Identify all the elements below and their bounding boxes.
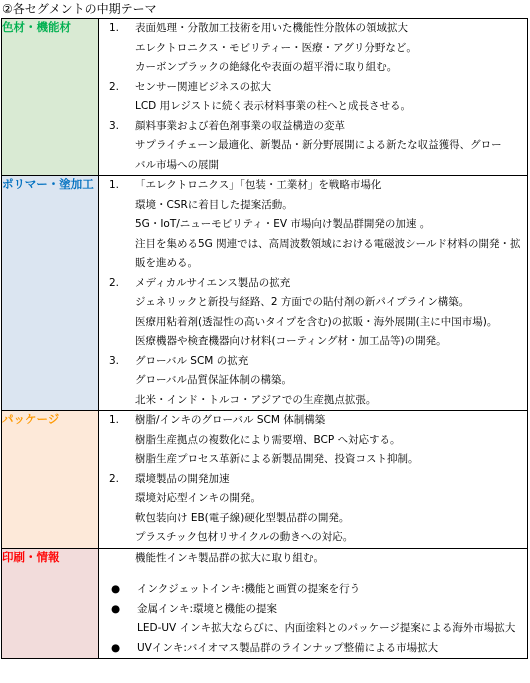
item-detail: プラスチック包材リサイクルの動きへの対応。 — [135, 531, 354, 543]
item-detail: LCD 用レジストに続く表示材料事業の柱へと成長させる。 — [135, 100, 412, 112]
item-detail: ジェネリックと新投与経路、2 方面での貼付剤の新パイプライン構築。 — [135, 296, 470, 308]
bullet-text: LED-UV インキ拡大ならびに、内面塗料とのパッケージ提案による海外市場拡大 — [137, 622, 516, 634]
item-detail: 環境・CSRに着目した提案活動。 — [135, 198, 293, 211]
item-detail: 北米・インド・トルコ・アジアでの生産拠点拡張。 — [135, 393, 377, 406]
item-number: 1. — [109, 22, 120, 34]
segment-name: 印刷・情報 — [2, 548, 99, 659]
segment-name: ポリマー・塗加工 — [2, 176, 99, 411]
segment-content — [99, 411, 528, 549]
item-detail: バル市場への展開 — [135, 158, 219, 171]
item-detail: 樹脂生産プロセス革新による新製品開発、投資コスト抑制。 — [135, 453, 419, 465]
item-detail: カーボンブラックの絶縁化や表面の超平滑に取り組む。 — [135, 61, 398, 73]
bullet-text: インクジェットインキ:機能と画質の提案を行う — [137, 583, 361, 595]
item-heading: センサー関連ビジネスの拡大 — [135, 80, 272, 93]
item-detail: サプライチェーン最適化、新製品・新分野展開による新たな収益獲得、グロー — [135, 139, 502, 151]
item-detail: 樹脂生産拠点の複数化により需要増、BCP へ対応する。 — [135, 433, 401, 446]
segment-content — [99, 19, 528, 176]
segment-content — [99, 176, 528, 411]
item-detail: 注目を集める5G 関連では、高周波数領域における電磁波シールド材料の開発・拡販を進める。 — [135, 237, 521, 269]
item-heading: 表面処理・分散加工技術を用いた機能性分散体の領域拡大 — [135, 22, 408, 34]
item-heading: グローバル SCM の拡充 — [135, 354, 249, 367]
bullet-text: 金属インキ:環境と機能の提案 — [137, 602, 278, 615]
item-heading: 樹脂/インキのグローバル SCM 体制構築 — [135, 414, 326, 426]
segment-name: パッケージ — [2, 411, 99, 549]
item-number: 2. — [109, 276, 120, 289]
segment-row — [2, 411, 528, 549]
item-detail: エレクトロニクス・モビリティー・医療・アグリ分野など。 — [135, 41, 417, 54]
item-heading: 顔料事業および着色剤事業の収益構造の変革 — [135, 119, 345, 132]
segment-intro: 機能性インキ製品群の拡大に取り組む。 — [135, 551, 324, 564]
segment-row — [2, 176, 528, 411]
item-number: 2. — [109, 472, 120, 485]
bullet-icon: ● — [111, 641, 121, 654]
item-number: 2. — [109, 80, 120, 93]
segment-row — [2, 19, 528, 176]
item-detail: 環境対応型インキの開発。 — [135, 492, 261, 504]
bullet-icon: ● — [111, 602, 121, 615]
item-detail: 医療機器や検査機器向け材料(コーティング材・加工品等)の開発。 — [135, 335, 447, 347]
item-detail: 軟包装向け EB(電子線)硬化型製品群の開発。 — [135, 511, 350, 524]
item-number: 3. — [109, 354, 120, 367]
segment-table — [1, 18, 528, 659]
page-title: ②各セグメントの中期テーマ — [2, 2, 157, 16]
item-heading: メディカルサイエンス製品の拡充 — [135, 276, 291, 289]
item-detail: グローバル品質保証体制の構築。 — [135, 374, 292, 386]
item-heading: 環境製品の開発加速 — [135, 472, 230, 485]
item-number: 1. — [109, 179, 120, 191]
item-number: 1. — [109, 414, 120, 426]
item-number: 3. — [109, 119, 120, 132]
segment-content — [99, 548, 528, 659]
bullet-icon: ● — [111, 583, 121, 595]
segment-name: 色材・機能材 — [2, 19, 99, 176]
bullet-text: UVインキ:バイオマス製品群のラインナップ整備による市場拡大 — [137, 641, 439, 654]
item-heading: 「エレクトロニクス」「包装・工業材」を戦略市場化 — [135, 179, 382, 191]
item-detail: 医療用粘着剤(透湿性の高いタイプを含む)の拡販・海外展開(主に中国市場)。 — [135, 315, 498, 328]
item-detail: 5G・IoT/ニューモビリティ・EV 市場向け製品群開発の加速 。 — [135, 218, 431, 230]
segment-row — [2, 548, 528, 659]
